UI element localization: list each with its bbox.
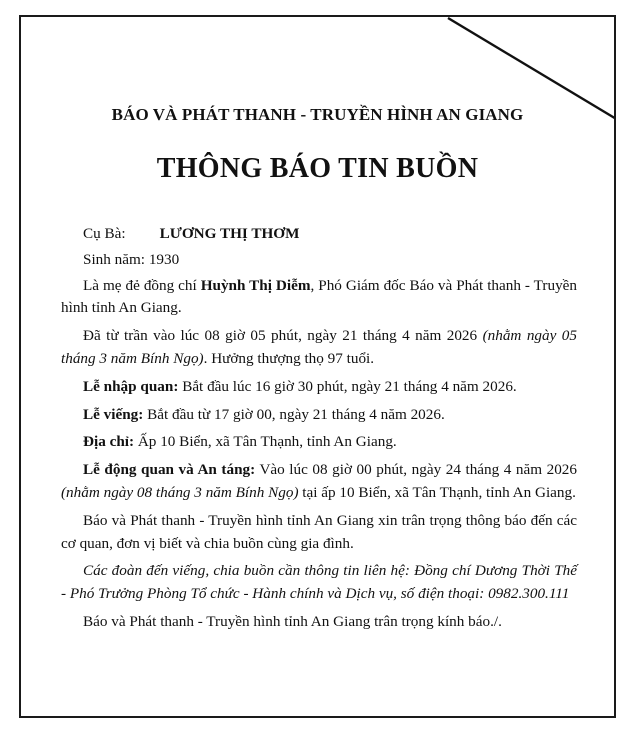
deceased-line	[61, 223, 577, 246]
passing-text: Đã từ trần vào lúc 08 giờ 05 phút, ngày 21 tháng 4 năm 2026	[83, 327, 483, 345]
contact-text: Các đoàn đến viếng, chia buồn cần thông tin liên hệ: Đồng chí Dương Thời Thế - Phó Trưởng Phòng Tổ chức - Hành chính và Dịch vụ, số điện thoại: 0982.300.111	[61, 562, 577, 603]
passing-lunar-date: (nhằm ngày 05 tháng 3 năm Bính Ngọ)	[61, 327, 577, 367]
passing-paragraph	[61, 325, 577, 371]
funeral-paragraph	[61, 459, 577, 505]
birth-year: 1930	[148, 250, 180, 268]
deceased-name: LƯƠNG THỊ THƠM	[159, 225, 300, 242]
funeral-place: tại ấp 10 Biển, xã Tân Thạnh, tỉnh An Giang.	[298, 483, 576, 501]
encoffining-text: Bắt đầu lúc 16 giờ 30 phút, ngày 21 tháng 4 năm 2026.	[178, 377, 517, 395]
relation-prefix: Là mẹ đẻ đồng chí	[83, 276, 201, 294]
funeral-text: Vào lúc 08 giờ 00 phút, ngày 24 tháng 4 năm 2026	[255, 461, 577, 479]
encoffining-paragraph	[61, 376, 577, 399]
encoffining-label: Lễ nhập quan:	[83, 377, 179, 395]
relation-person: Huỳnh Thị Diễm	[200, 276, 311, 294]
address-text: Ấp 10 Biển, xã Tân Thạnh, tỉnh An Giang.	[134, 433, 397, 451]
deceased-label: Cụ Bà:	[83, 225, 126, 242]
address-label: Địa chỉ:	[83, 433, 135, 451]
visitation-label: Lễ viếng:	[83, 405, 144, 423]
address-paragraph	[61, 431, 577, 454]
notice-paragraph: Báo và Phát thanh - Truyền hình tỉnh An Giang xin trân trọng thông báo đến các cơ quan, đơn vị biết và chia buồn cùng gia đình.	[61, 511, 577, 552]
relation-paragraph	[61, 275, 577, 321]
organization-name: BÁO VÀ PHÁT THANH - TRUYỀN HÌNH AN GIANG	[111, 105, 524, 124]
visitation-text: Bắt đầu từ 17 giờ 00, ngày 21 tháng 4 năm 2026.	[143, 405, 445, 423]
contact-paragraph	[61, 560, 577, 606]
funeral-lunar-date: (nhằm ngày 08 tháng 3 năm Bính Ngọ)	[61, 483, 299, 501]
notice-frame	[19, 15, 616, 718]
page-title: THÔNG BÁO TIN BUỒN	[156, 153, 479, 184]
notice-body	[61, 223, 577, 639]
birth-line	[61, 249, 577, 272]
passing-age: . Hưởng thượng thọ 97 tuổi.	[203, 349, 375, 367]
relation-suffix: , Phó Giám đốc Báo và Phát thanh - Truyền hình tỉnh An Giang.	[61, 276, 577, 317]
funeral-label: Lễ động quan và An táng:	[83, 461, 256, 479]
closing-paragraph: Báo và Phát thanh - Truyền hình tỉnh An Giang trân trọng kính báo./.	[83, 612, 502, 630]
birth-label: Sinh năm:	[83, 250, 146, 268]
visitation-paragraph	[61, 404, 577, 427]
